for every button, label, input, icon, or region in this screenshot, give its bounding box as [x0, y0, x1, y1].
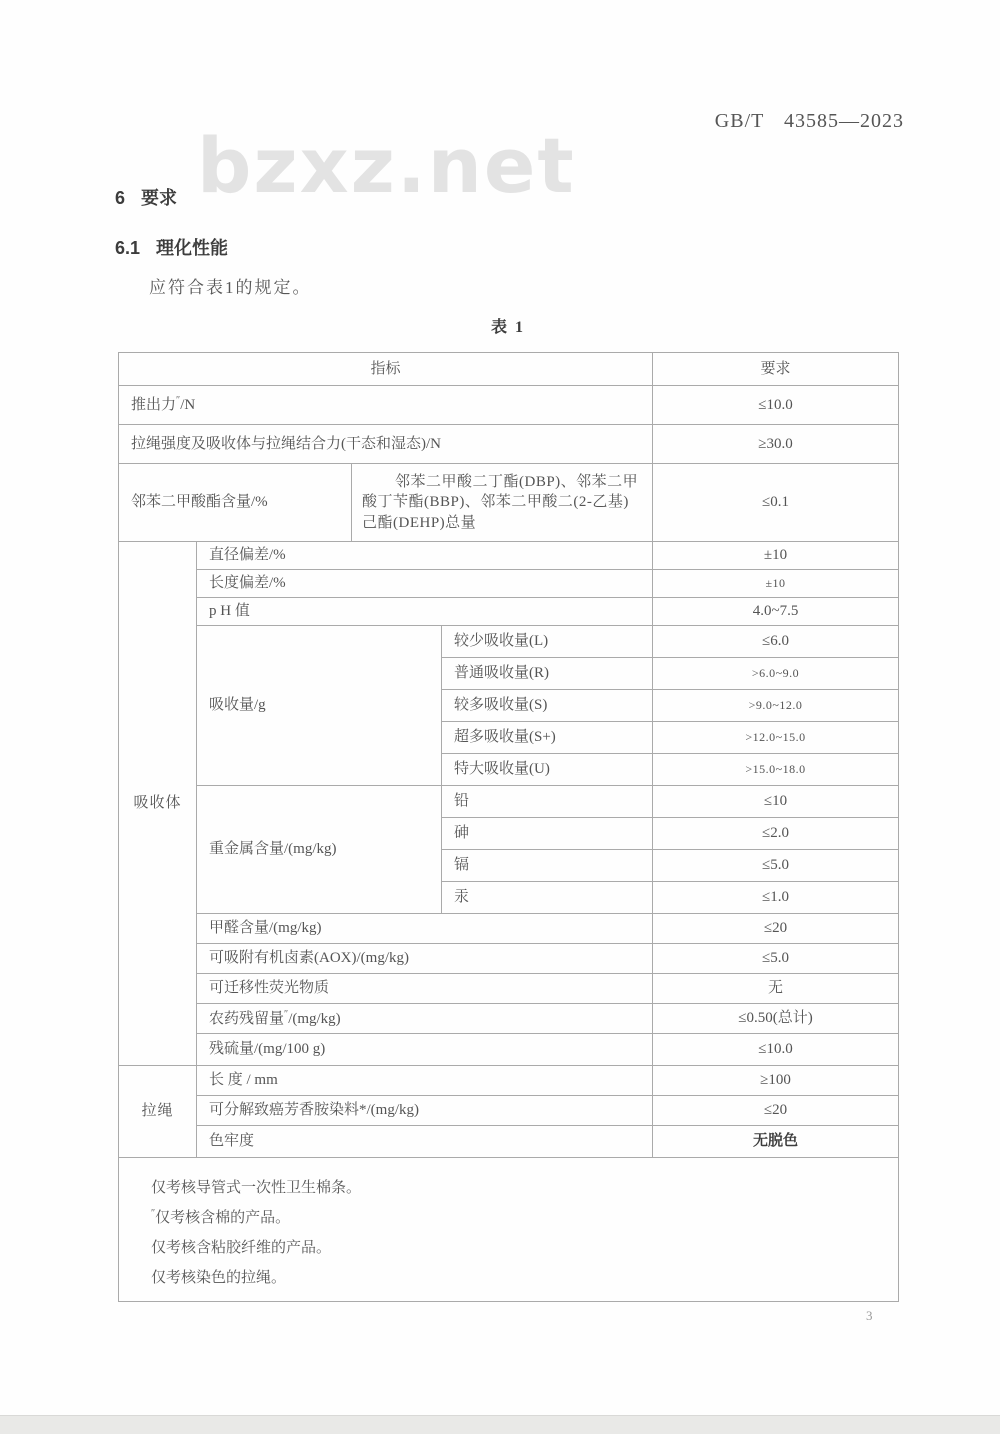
footnote-text: 仅考核含棉的产品。 [155, 1209, 291, 1226]
cell-metal-mercury-req: ≤1.0 [653, 881, 899, 913]
cell-color-fastness-label: 色牢度 [197, 1125, 653, 1157]
cell-pesticide-req: ≤0.50(总计) [653, 1003, 899, 1033]
cell-color-fastness-req: 无脱色 [653, 1125, 899, 1157]
footnote-text: 仅考核导管式一次性卫生棉条。 [151, 1179, 362, 1196]
table-row [119, 541, 899, 569]
cell-absorbency-r-req: >6.0~9.0 [653, 657, 899, 689]
cell-absorbency-u-req: >15.0~18.0 [653, 753, 899, 785]
footnote-text: 仅考核含粘胶纤维的产品。 [151, 1239, 332, 1256]
table-row [119, 973, 899, 1003]
table-row [119, 1125, 899, 1157]
cell-phthalates-detail: 邻苯二甲酸二丁酯(DBP)、邻苯二甲酸丁苄酯(BBP)、邻苯二甲酸二(2-乙基)己酯(DEHP)总量 [352, 464, 653, 542]
cell-metal-arsenic-req: ≤2.0 [653, 817, 899, 849]
body-paragraph: 应符合表1的规定。 [149, 278, 312, 297]
cell-sulfur-label: 残硫量/(mg/100 g) [197, 1033, 653, 1065]
footnote-line [151, 1171, 888, 1201]
table-row [119, 386, 899, 425]
cell-metal-lead-name: 铅 [442, 785, 653, 817]
cell-ph-label: p H 值 [197, 597, 653, 625]
cell-diameter-dev-label: 直径偏差/% [197, 541, 653, 569]
section-heading [115, 184, 177, 210]
table-row [119, 1033, 899, 1065]
table-row [119, 785, 899, 817]
cell-diameter-dev-req: ±10 [653, 541, 899, 569]
subsection-heading [115, 234, 228, 260]
footnote-mark: ″ [151, 1207, 156, 1219]
table-row [119, 943, 899, 973]
cell-formaldehyde-label: 甲醛含量/(mg/kg) [197, 913, 653, 943]
table-row [119, 425, 899, 464]
requirements-table [118, 352, 899, 1302]
cell-absorbency-l-name: 较少吸收量(L) [442, 625, 653, 657]
table-row [119, 1095, 899, 1125]
cell-absorbency-s-name: 较多吸收量(S) [442, 689, 653, 721]
table-caption: 表 1 [490, 319, 525, 336]
cell-push-force-label [119, 386, 653, 425]
cell-absorbency-u-name: 特大吸收量(U) [442, 753, 653, 785]
cell-phthalates-label: 邻苯二甲酸酯含量/% [119, 464, 352, 542]
cell-sulfur-req: ≤10.0 [653, 1033, 899, 1065]
table-row [119, 569, 899, 597]
cell-absorbency-l-req: ≤6.0 [653, 625, 899, 657]
table-header-row [119, 353, 899, 386]
cell-phthalates-req: ≤0.1 [653, 464, 899, 542]
cell-metal-cadmium-req: ≤5.0 [653, 849, 899, 881]
cell-fluorescent-req: 无 [653, 973, 899, 1003]
cell-azo-dyes-req: ≤20 [653, 1095, 899, 1125]
cell-aox-req: ≤5.0 [653, 943, 899, 973]
table-row [119, 597, 899, 625]
table-row [119, 913, 899, 943]
standard-number: GB/T 43585—2023 [714, 110, 904, 132]
cell-metal-arsenic-name: 砷 [442, 817, 653, 849]
cell-cord-length-label: 长 度 / mm [197, 1065, 653, 1095]
cell-group-cord: 拉绳 [119, 1065, 197, 1157]
cell-absorbency-s-req: >9.0~12.0 [653, 689, 899, 721]
footnote-line [151, 1201, 888, 1231]
table-footnotes-row [119, 1157, 899, 1301]
footnote-line [151, 1231, 888, 1261]
cell-absorbency-r-name: 普通吸收量(R) [442, 657, 653, 689]
subsection-number: 6.1 [115, 238, 141, 258]
cell-cord-strength-req: ≥30.0 [653, 425, 899, 464]
cell-aox-label: 可吸附有机卤素(AOX)/(mg/kg) [197, 943, 653, 973]
push-force-footnote-mark: ″ [176, 395, 181, 407]
cell-pesticide-label [197, 1003, 653, 1033]
cell-heavy-metals-label: 重金属含量/(mg/kg) [197, 785, 442, 913]
watermark-text: bzxz.net [197, 121, 576, 210]
footnotes-cell [119, 1157, 899, 1301]
cell-metal-cadmium-name: 镉 [442, 849, 653, 881]
section-title: 要求 [141, 188, 178, 208]
page-bottom-edge [0, 1415, 1000, 1434]
cell-length-dev-label: 长度偏差/% [197, 569, 653, 597]
subsection-title: 理化性能 [156, 238, 229, 258]
cell-length-dev-req: ±10 [653, 569, 899, 597]
pesticide-unit: /(mg/kg) [288, 1010, 341, 1027]
section-number: 6 [115, 188, 126, 208]
table-row [119, 625, 899, 657]
footnote-line [151, 1261, 888, 1291]
pesticide-footnote-mark: ″ [284, 1008, 289, 1020]
page-number: 3 [866, 1308, 873, 1323]
cell-group-absorbent-body: 吸收体 [119, 541, 197, 1065]
footnote-text: 仅考核染色的拉绳。 [151, 1269, 287, 1286]
col-header-indicator: 指标 [119, 353, 653, 386]
cell-fluorescent-label: 可迁移性荧光物质 [197, 973, 653, 1003]
cell-push-force-req: ≤10.0 [653, 386, 899, 425]
cell-cord-strength-label: 拉绳强度及吸收体与拉绳结合力(干态和湿态)/N [119, 425, 653, 464]
table-row [119, 1065, 899, 1095]
push-force-text: 推出力 [131, 397, 177, 414]
cell-ph-req: 4.0~7.5 [653, 597, 899, 625]
col-header-requirement: 要求 [653, 353, 899, 386]
cell-metal-mercury-name: 汞 [442, 881, 653, 913]
table-row [119, 1003, 899, 1033]
cell-formaldehyde-req: ≤20 [653, 913, 899, 943]
push-force-unit: /N [180, 397, 196, 414]
table-row [119, 464, 899, 542]
cell-absorbency-label: 吸收量/g [197, 625, 442, 785]
cell-cord-length-req: ≥100 [653, 1065, 899, 1095]
cell-metal-lead-req: ≤10 [653, 785, 899, 817]
cell-azo-dyes-label: 可分解致癌芳香胺染料*/(mg/kg) [197, 1095, 653, 1125]
cell-absorbency-splus-name: 超多吸收量(S+) [442, 721, 653, 753]
cell-absorbency-splus-req: >12.0~15.0 [653, 721, 899, 753]
pesticide-text: 农药残留量 [209, 1010, 285, 1027]
